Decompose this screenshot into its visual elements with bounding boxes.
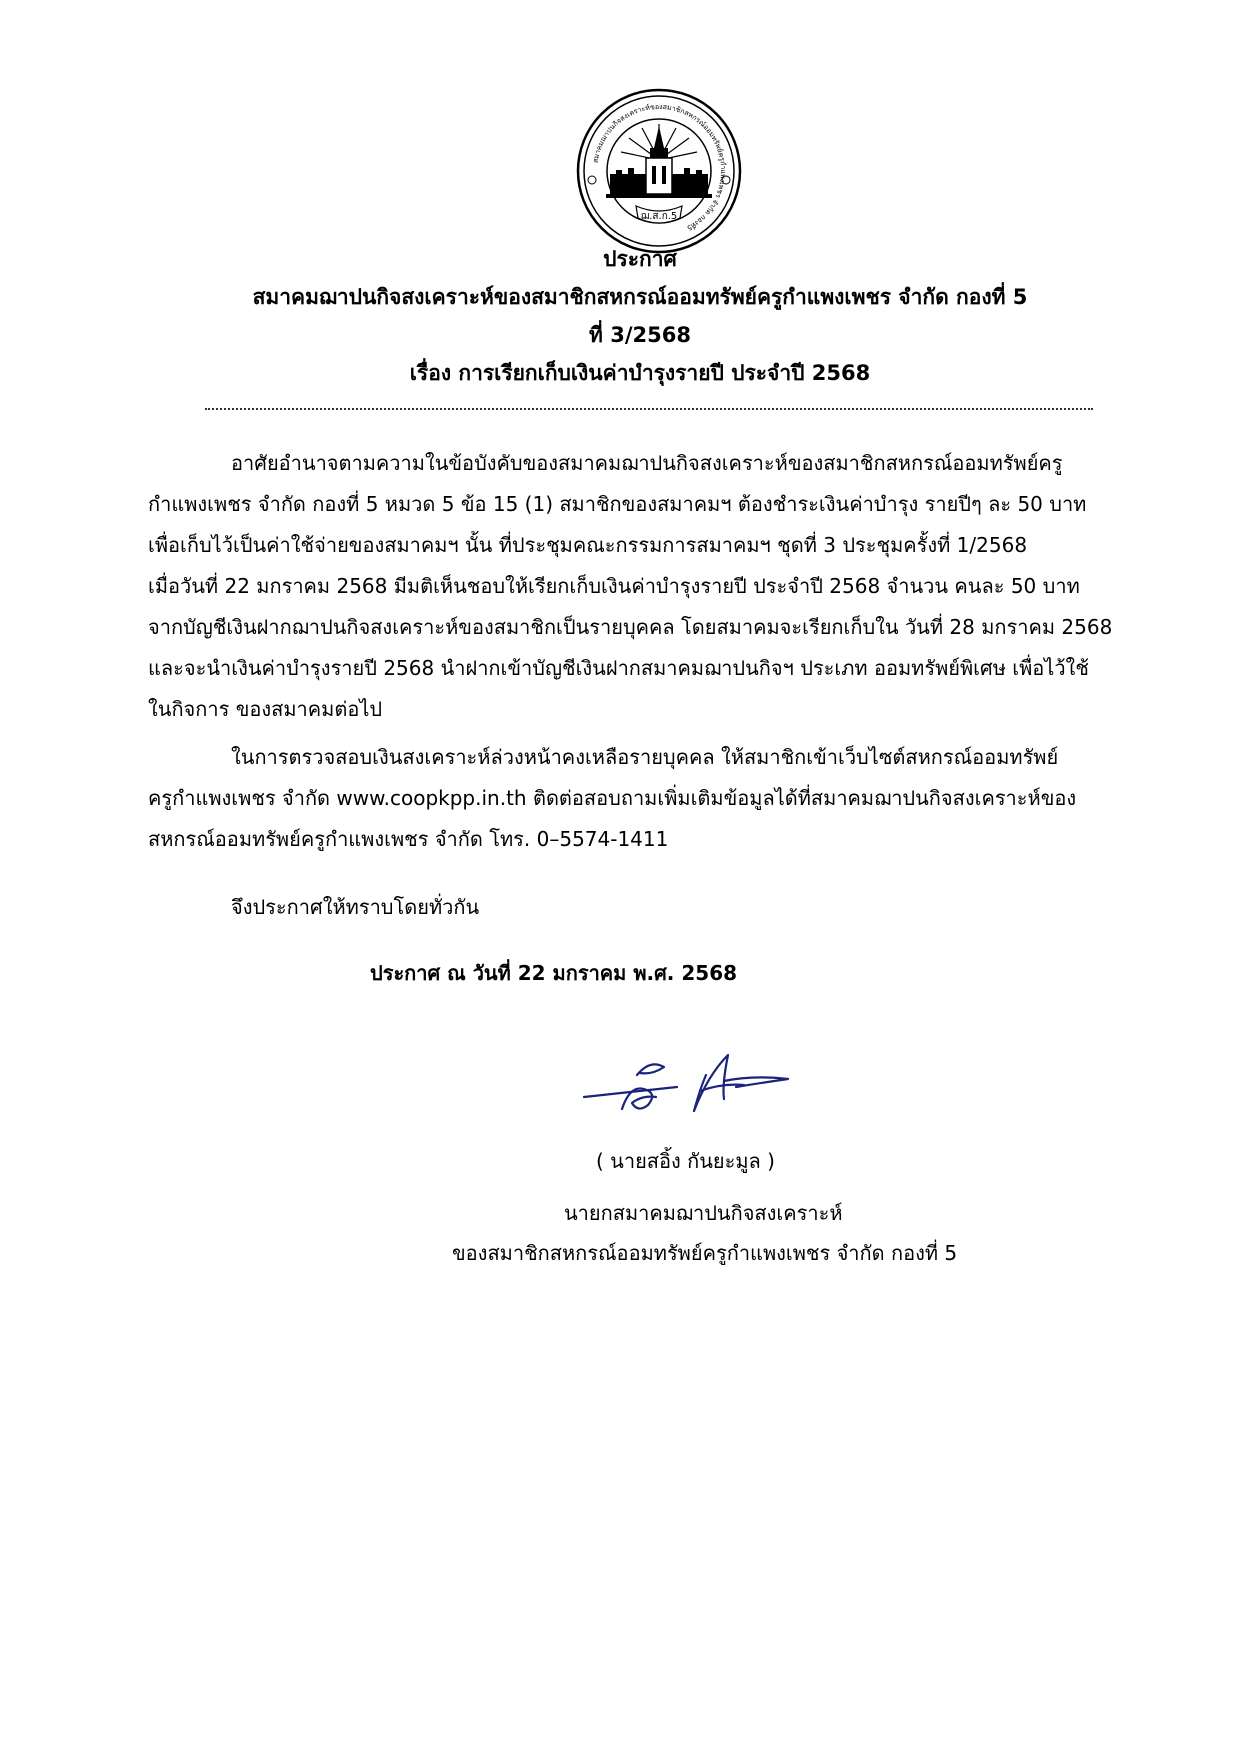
announcement-date: ประกาศ ณ วันที่ 22 มกราคม พ.ศ. 2568	[370, 961, 738, 985]
paragraph1-line-3: เพื่อเก็บไว้เป็นค่าใช้จ่ายของสมาคมฯ นั้น ที่ประชุมคณะกรรมการสมาคมฯ ชุดที่ 3 ประชุมครั้งที่ 1/2568	[148, 533, 1028, 557]
seal-ring-text: สมาคมฌาปนกิจสงเคราะห์ของสมาชิกสหกรณ์ออมทรัพย์ครูกำแพงเพชร จำกัด กองที่5	[591, 102, 728, 232]
paragraph1-line-5: จากบัญชีเงินฝากฌาปนกิจสงเคราะห์ของสมาชิกเป็นรายบุคคล โดยสมาคมจะเรียกเก็บใน วันที่ 28 มกราคม 2568	[148, 615, 1113, 639]
closing-statement: จึงประกาศให้ทราบโดยทั่วกัน	[231, 895, 480, 919]
paragraph1-line-7: ในกิจการ ของสมาคมต่อไป	[148, 697, 383, 721]
dotted-divider	[205, 408, 1093, 410]
organization-name: สมาคมฌาปนกิจสงเคราะห์ของสมาชิกสหกรณ์ออมทรัพย์ครูกำแพงเพชร จำกัด กองที่ 5	[252, 285, 1028, 309]
signatory-name: ( นายสอิ้ง กันยะมูล )	[596, 1149, 775, 1173]
handwritten-signature	[582, 1045, 812, 1125]
paragraph1-line-1: อาศัยอำนาจตามความในข้อบังคับของสมาคมฌาปนกิจสงเคราะห์ของสมาชิกสหกรณ์ออมทรัพย์ครู	[231, 451, 1063, 475]
paragraph1-line-6: และจะนำเงินค่าบำรุงรายปี 2568 นำฝากเข้าบัญชีเงินฝากสมาคมฌาปนกิจฯ ประเภท ออมทรัพย์พิเศษ เพื่อไว้ใช้	[148, 656, 1089, 680]
paragraph1-line-4: เมื่อวันที่ 22 มกราคม 2568 มีมติเห็นชอบให้เรียกเก็บเงินค่าบำรุงรายปี ประจำปี 2568 จำนวน คนละ 50 บาท	[148, 574, 1080, 598]
announcement-title: ประกาศ	[603, 247, 677, 271]
paragraph2-line-2: ครูกำแพงเพชร จำกัด www.coopkpp.in.th ติดต่อสอบถามเพิ่มเติมข้อมูลได้ที่สมาคมฌาปนกิจสงเคราะห์ของ	[148, 786, 1077, 810]
announcement-subject: เรื่อง การเรียกเก็บเงินค่าบำรุงรายปี ประจำปี 2568	[409, 361, 871, 385]
paragraph2-line-3: สหกรณ์ออมทรัพย์ครูกำแพงเพชร จำกัด โทร. 0–5574-1411	[148, 827, 669, 851]
seal-abbreviation: ฌ.ส.ก.5	[640, 211, 678, 222]
paragraph2-line-1: ในการตรวจสอบเงินสงเคราะห์ล่วงหน้าคงเหลือรายบุคคล ให้สมาชิกเข้าเว็บไซต์สหกรณ์ออมทรัพย์	[231, 745, 1059, 769]
paragraph1-line-2: กำแพงเพชร จำกัด กองที่ 5 หมวด 5 ข้อ 15 (1) สมาชิกของสมาคมฯ ต้องชำระเงินค่าบำรุง รายปีๆ ละ 50 บาท	[148, 492, 1087, 516]
association-seal-logo	[576, 88, 742, 254]
announcement-number: ที่ 3/2568	[589, 323, 691, 347]
signatory-position-line-1: นายกสมาคมฌาปนกิจสงเคราะห์	[564, 1201, 843, 1225]
signatory-position-line-2: ของสมาชิกสหกรณ์ออมทรัพย์ครูกำแพงเพชร จำกัด กองที่ 5	[452, 1241, 958, 1265]
